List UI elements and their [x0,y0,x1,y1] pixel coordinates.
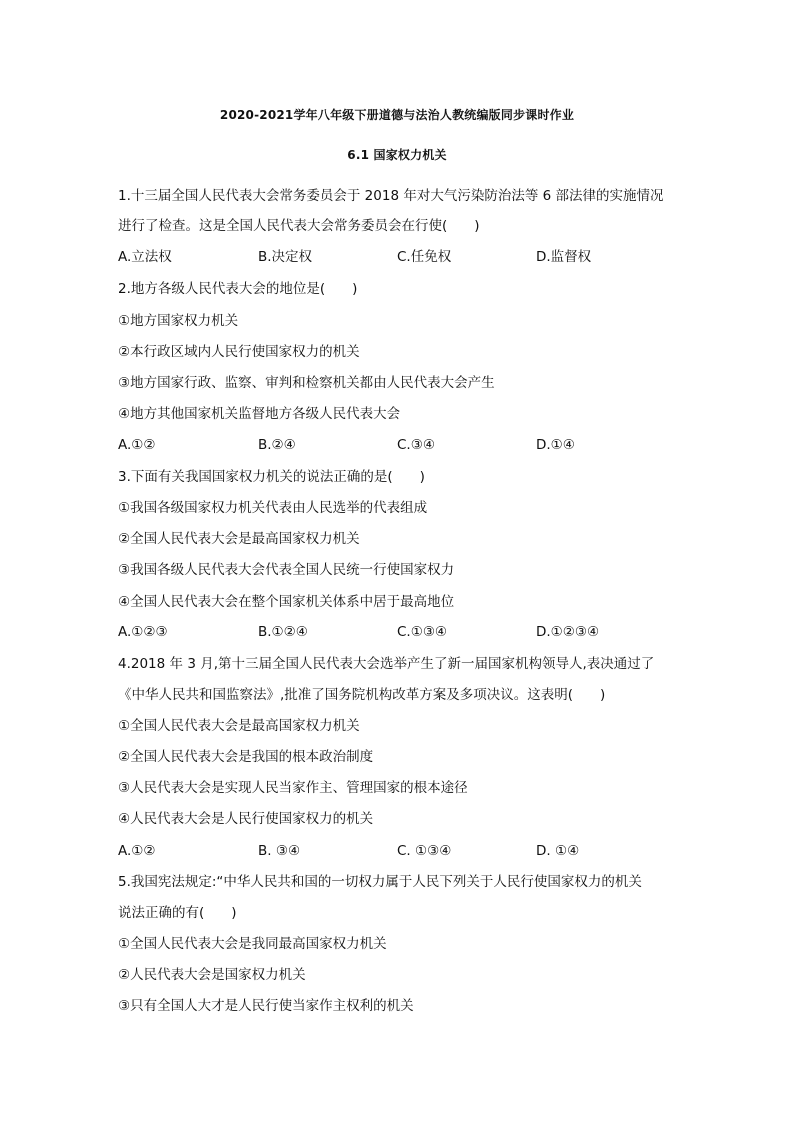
option-c[interactable]: C.任免权 [397,249,452,265]
option-b[interactable]: B.决定权 [258,249,313,265]
question-3-stem: 3.下面有关我国国家权力机关的说法正确的是( ) [118,469,425,485]
question-5-stem-line-1: 5.我国宪法规定:“中华人民共和国的一切权力属于人民下列关于人民行使国家权力的机关 [118,874,642,890]
option-a[interactable]: A.立法权 [118,249,172,265]
question-2-stem: 2.地方各级人民代表大会的地位是( ) [118,281,358,297]
question-2-options [118,435,688,455]
option-a[interactable]: A.①②③ [118,624,168,640]
option-d[interactable]: D.①②③④ [536,624,600,640]
question-4-item-4: ④人民代表大会是人民行使国家权力的机关 [118,811,374,827]
option-b[interactable]: B. ③④ [258,843,301,859]
question-5-item-2: ②人民代表大会是国家权力机关 [118,967,306,983]
question-2-item-3: ③地方国家行政、监察、审判和检察机关都由人民代表大会产生 [118,375,495,391]
question-5-item-1: ①全国人民代表大会是我同最高国家权力机关 [118,936,387,952]
option-c[interactable]: C.①③④ [397,624,448,640]
question-3-item-3: ③我国各级人民代表大会代表全国人民统一行使国家权力 [118,562,455,578]
option-c[interactable]: C.③④ [397,437,435,453]
question-1-stem-line-1: 1.十三届全国人民代表大会常务委员会于 2018 年对大气污染防治法等 6 部法律的实施情况 [118,188,664,204]
question-2-item-4: ④地方其他国家机关监督地方各级人民代表大会 [118,406,401,422]
question-2-item-1: ①地方国家权力机关 [118,313,239,329]
question-1-stem-line-2: 进行了检查。这是全国人民代表大会常务委员会在行使( ) [118,218,480,234]
question-4-item-1: ①全国人民代表大会是最高国家权力机关 [118,718,360,734]
question-4-options [118,841,688,861]
question-2-item-2: ②本行政区域内人民行使国家权力的机关 [118,344,360,360]
option-b[interactable]: B.②④ [258,437,296,453]
option-c[interactable]: C. ①③④ [397,843,452,859]
question-1-options [118,247,688,267]
question-4-stem-line-1: 4.2018 年 3 月,第十三届全国人民代表大会选举产生了新一届国家机构领导人,表决通过了 [118,656,655,672]
question-3-item-2: ②全国人民代表大会是最高国家权力机关 [118,531,360,547]
document-subtitle: 6.1 国家权力机关 [347,148,447,162]
question-5-stem-line-2: 说法正确的有( ) [118,905,237,921]
option-b[interactable]: B.①②④ [258,624,308,640]
question-4-item-2: ②全国人民代表大会是我国的根本政治制度 [118,749,374,765]
option-d[interactable]: D. ①④ [536,843,580,859]
option-d[interactable]: D.①④ [536,437,575,453]
option-a[interactable]: A.①② [118,437,156,453]
question-3-item-1: ①我国各级国家权力机关代表由人民选举的代表组成 [118,500,428,516]
question-3-options [118,622,688,642]
question-4-stem-line-2: 《中华人民共和国监察法》,批准了国务院机构改革方案及多项决议。这表明( ) [118,687,606,703]
option-d[interactable]: D.监督权 [536,249,592,265]
question-4-item-3: ③人民代表大会是实现人民当家作主、管理国家的根本途径 [118,780,468,796]
question-3-item-4: ④全国人民代表大会在整个国家机关体系中居于最高地位 [118,594,455,610]
question-5-item-3: ③只有全国人大才是人民行使当家作主权利的机关 [118,998,414,1014]
document-title: 2020-2021学年八年级下册道德与法治人教统编版同步课时作业 [219,108,575,122]
option-a[interactable]: A.①② [118,843,156,859]
